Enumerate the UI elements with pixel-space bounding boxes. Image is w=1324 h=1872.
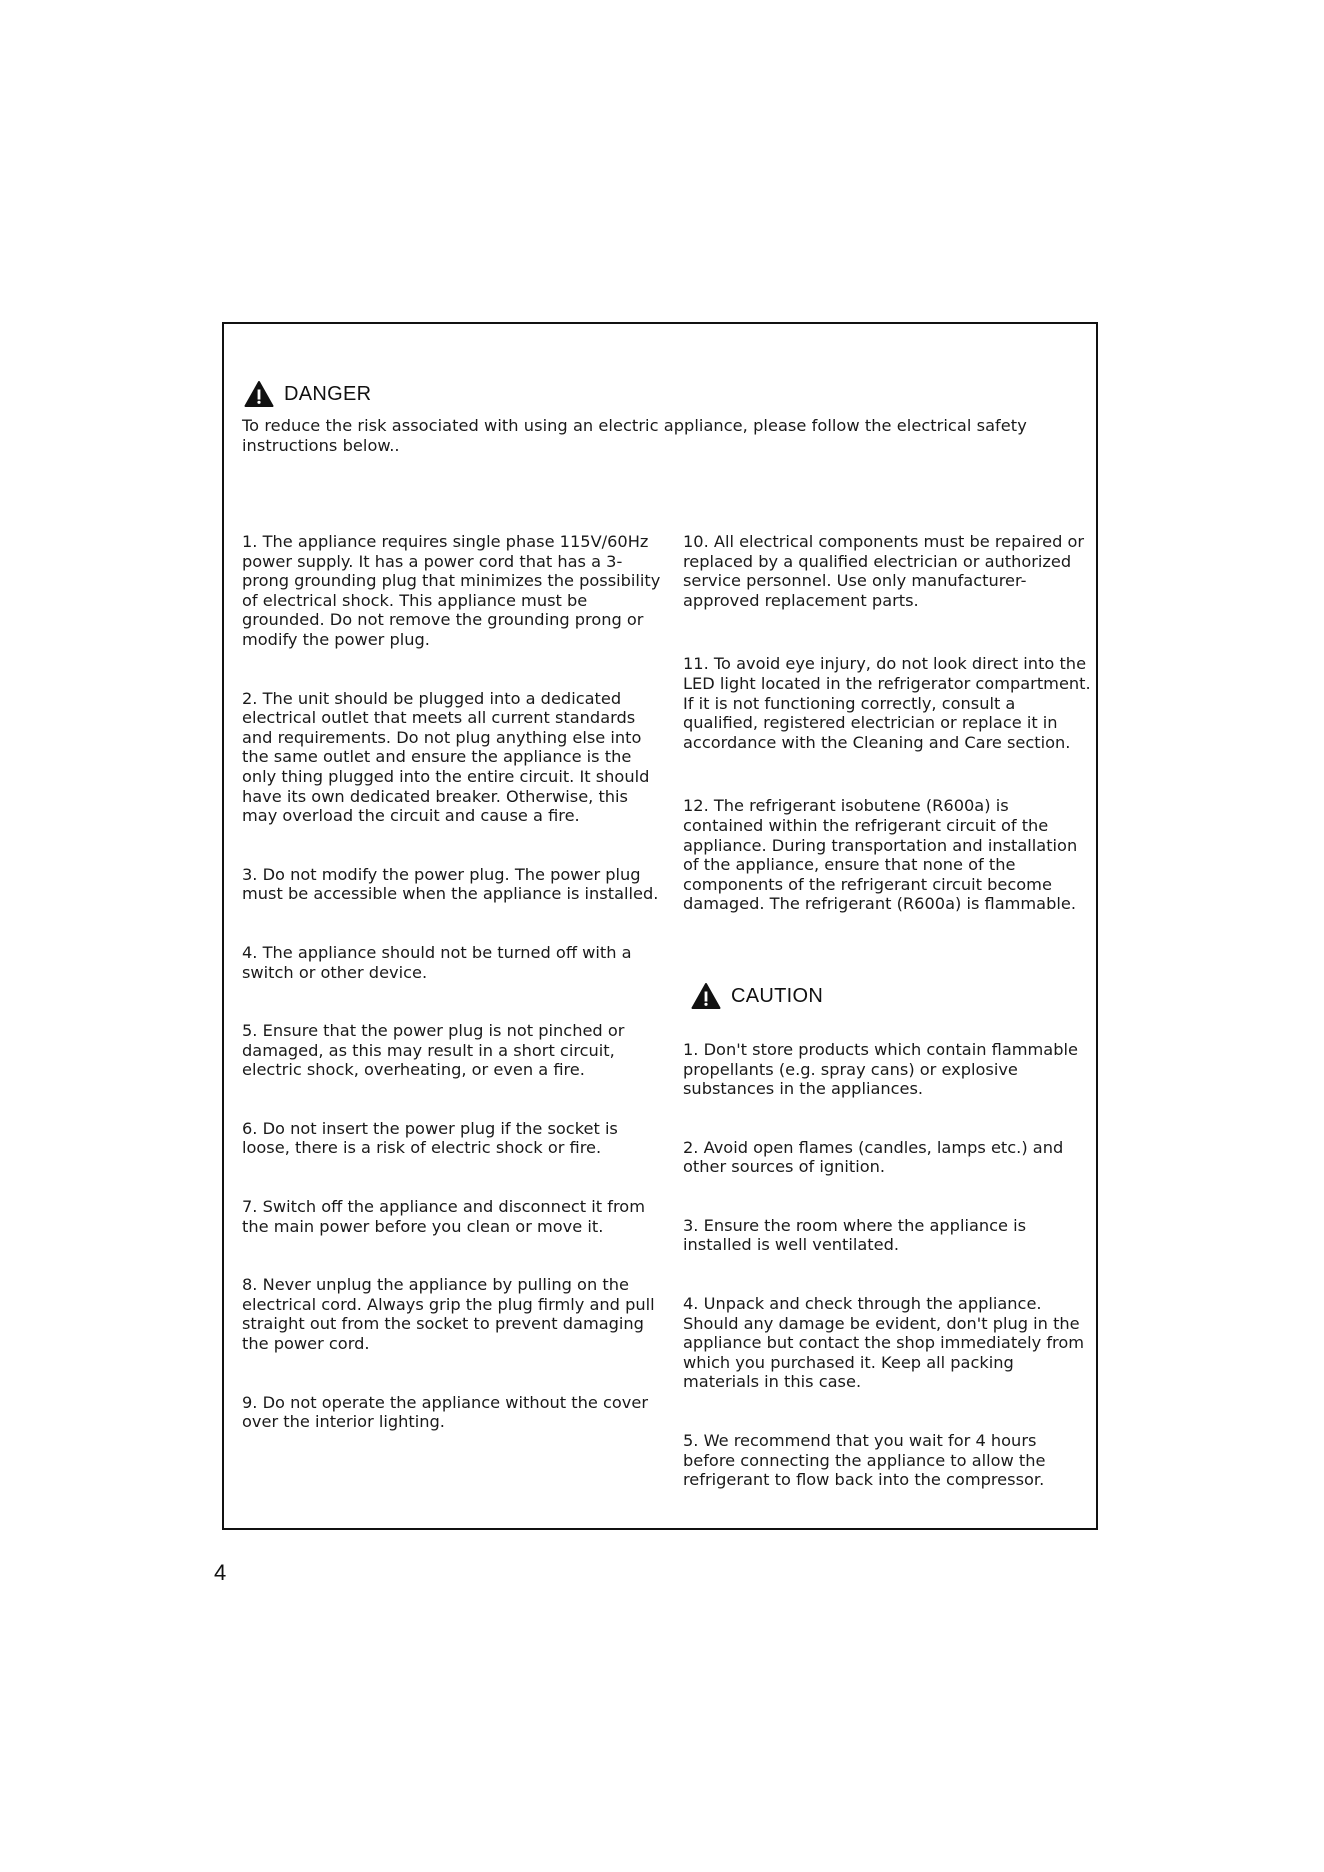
danger-list-right [683,532,1093,1529]
danger-item: 6. Do not insert the power plug if the socket is loose, there is a risk of electric shock or fire. [242,1118,618,1158]
caution-item: 3. Ensure the room where the appliance is installed is well ventilated. [683,1215,1027,1255]
danger-item: 12. The refrigerant isobutene (R600a) is contained within the refrigerant circuit of the appliance. During transportation and installation of the appliance, ensure that none of the components of the refrigerant circuit become damaged. The refrigerant (R600a) is flammable. [683,796,1078,914]
danger-item: 8. Never unplug the appliance by pulling on the electrical cord. Always grip the plug firmly and pull straight out from the socket to prevent damaging the power cord. [242,1275,655,1354]
danger-item: 1. The appliance requires single phase 115V/60Hz power supply. It has a power cord that has a 3-prong grounding plug that minimizes the possibility of electrical shock. This appliance must be grounded. Do not remove the grounding prong or modify the power plug. [242,532,661,649]
danger-heading: DANGER [284,382,372,405]
danger-item: 3. Do not modify the power plug. The power plug must be accessible when the appliance is installed. [242,864,659,904]
danger-item: 2. The unit should be plugged into a dedicated electrical outlet that meets all current standards and requirements. Do not plug anything else into the same outlet and ensure the appliance is the only thing plugged into the entire circuit. It should have its own dedicated breaker. Otherwise, this may overload the circuit and cause a fire. [242,688,650,826]
caution-item: 5. We recommend that you wait for 4 hours before connecting the appliance to allow the refrigerant to flow back into the compressor. [683,1431,1046,1490]
danger-intro: To reduce the risk associated with using an electric appliance, please follow the electrical safety instructions below.. [242,416,1027,455]
danger-item: 10. All electrical components must be repaired or replaced by a qualified electrician or authorized service personnel. Use only manufacturer-approved replacement parts. [683,532,1085,610]
caution-item: 4. Unpack and check through the appliance. Should any damage be evident, don't plug in the appliance but contact the shop immediately from which you purchased it. Keep all packing materials in this case. [683,1294,1085,1392]
warning-triangle-icon [691,982,721,1010]
danger-item: 7. Switch off the appliance and disconnect it from the main power before you clean or move it. [242,1197,645,1236]
page-number: 4 [214,1560,227,1585]
danger-list-left [242,532,666,1471]
caution-header [691,982,823,1010]
danger-header [244,380,371,408]
caution-item: 2. Avoid open flames (candles, lamps etc.) and other sources of ignition. [683,1137,1064,1177]
caution-heading: CAUTION [731,984,824,1007]
caution-item: 1. Don't store products which contain flammable propellants (e.g. spray cans) or explosive substances in the appliances. [683,1039,1078,1099]
danger-item: 11. To avoid eye injury, do not look direct into the LED light located in the refrigerator compartment. If it is not functioning correctly, consult a qualified, registered electrician or replace it in accordance with the Cleaning and Care section. [683,654,1091,752]
danger-item: 9. Do not operate the appliance without the cover over the interior lighting. [242,1392,648,1432]
danger-item: 4. The appliance should not be turned off with a switch or other device. [242,942,632,982]
warning-triangle-icon [244,380,274,408]
danger-item: 5. Ensure that the power plug is not pinched or damaged, as this may result in a short circuit, electric shock, overheating, or even a fire. [242,1021,625,1080]
